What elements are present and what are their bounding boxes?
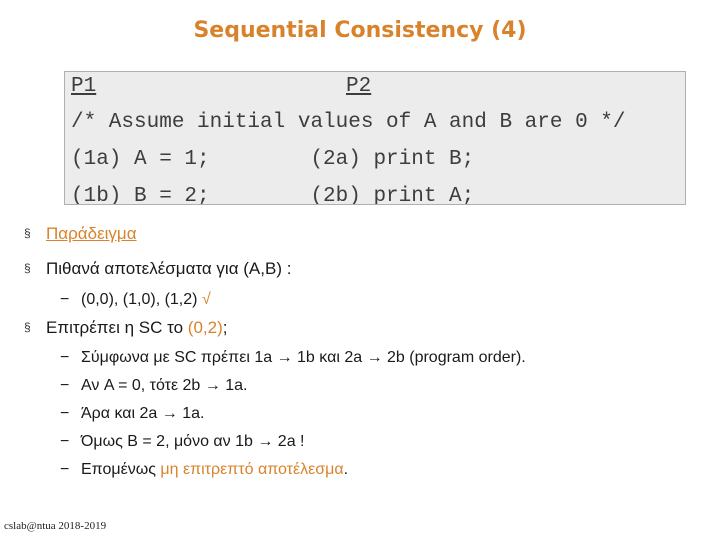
example-link[interactable]: Παράδειγμα [46, 224, 137, 243]
dash-icon: − [60, 377, 70, 394]
bullet-icon: § [24, 226, 31, 240]
sc-sub-5-highlight: μη επιτρεπτό αποτέλεσμα [160, 461, 344, 478]
dash-icon: − [60, 433, 70, 450]
check-icon: √ [201, 291, 211, 308]
sc-value: (0,2) [187, 318, 223, 337]
sc-sub-4-text: Όμως B = 2, μόνο αν 1b → 2a ! [81, 433, 305, 450]
code-p1-label: P1 [71, 75, 97, 98]
sc-sub-5 [60, 461, 348, 479]
code-line-2: (1b) B = 2; (2b) print A; [71, 185, 475, 205]
sc-sub-1 [60, 349, 526, 367]
sc-sub-5-suffix: . [343, 461, 349, 478]
results-values: (0,0), (1,0), (1,2) [81, 291, 198, 308]
sc-sub-4 [60, 433, 304, 451]
bullet-sc [24, 318, 228, 338]
code-p2-label: P2 [346, 75, 372, 98]
code-block [64, 71, 686, 205]
footer-credit: cslab@ntua 2018-2019 [4, 520, 107, 532]
dash-icon: − [60, 461, 70, 478]
code-comment: /* Assume initial values of A and B are 0 */ [71, 111, 626, 134]
bullet-example[interactable] [24, 224, 137, 244]
sc-sub-3-text: Άρα και 2a → 1a. [81, 405, 205, 422]
sc-sub-2-text: Αν A = 0, τότε 2b → 1a. [81, 377, 248, 394]
bullet-icon: § [24, 320, 31, 334]
sc-prefix: Επιτρέπει η SC το [46, 318, 188, 337]
sc-sub-3 [60, 405, 204, 423]
dash-icon: − [60, 291, 70, 308]
sc-sub-5-prefix: Επομένως [81, 461, 161, 478]
sc-sub-1-text: Σύμφωνα με SC πρέπει 1a → 1b και 2a → 2b (program order). [81, 349, 526, 366]
dash-icon: − [60, 349, 70, 366]
sc-suffix: ; [222, 318, 228, 337]
dash-icon: − [60, 405, 70, 422]
slide-title: Sequential Consistency (4) [193, 18, 527, 43]
bullet-icon: § [24, 261, 31, 275]
bullet-results [24, 259, 291, 279]
sc-sub-2 [60, 377, 247, 395]
results-sub [60, 291, 211, 309]
results-text: Πιθανά αποτελέσματα για (A,B) : [46, 259, 292, 278]
code-line-1: (1a) A = 1; (2a) print B; [71, 148, 475, 171]
